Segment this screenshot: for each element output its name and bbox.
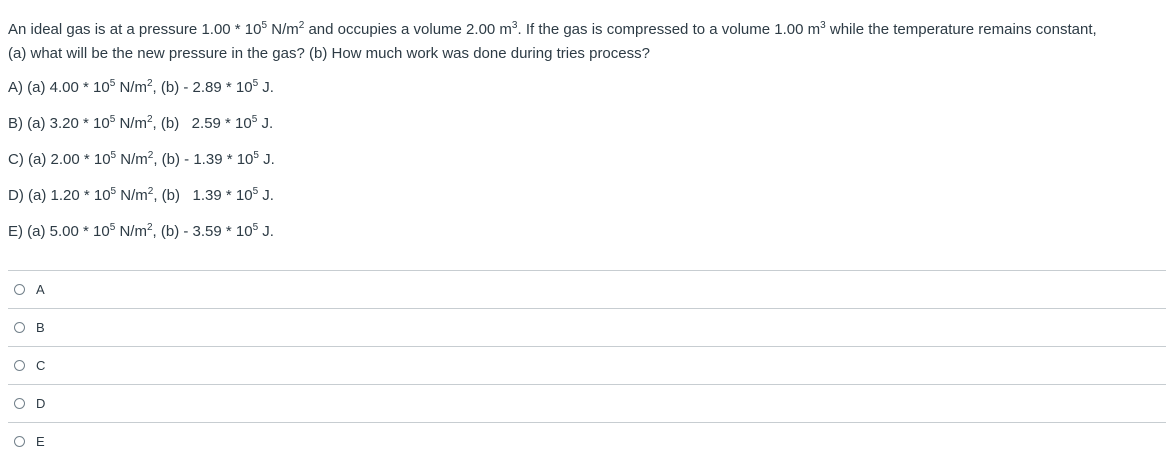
choice-exponent: 2 xyxy=(146,222,153,233)
choice-line-c xyxy=(8,148,1168,184)
answer-option-e[interactable] xyxy=(8,422,1166,460)
choice-exponent: 5 xyxy=(252,186,259,197)
radio-button-icon[interactable] xyxy=(14,360,25,371)
choice-exponent: 5 xyxy=(252,78,259,89)
question-text xyxy=(8,18,1168,66)
choice-line-a xyxy=(8,76,1168,112)
choice-mid: , (b) 1.39 * 10 xyxy=(153,187,253,204)
choice-exponent: 5 xyxy=(109,114,116,125)
choice-prefix: B) (a) 3.20 * 10 xyxy=(8,115,110,132)
choice-suffix: J. xyxy=(258,223,274,240)
choice-mid: , (b) - 3.59 * 10 xyxy=(152,223,253,240)
answer-label: D xyxy=(36,396,46,411)
choice-exponent: 5 xyxy=(251,114,258,125)
radio-button-icon[interactable] xyxy=(14,436,25,447)
radio-button-icon[interactable] xyxy=(14,284,25,295)
choice-exponent: 5 xyxy=(109,78,116,89)
question-text-part: while the temperature remains constant, xyxy=(825,21,1097,38)
question-text-part: and occupies a volume 2.00 m xyxy=(304,21,512,38)
choice-suffix: J. xyxy=(258,187,274,204)
answer-option-c[interactable] xyxy=(8,346,1166,384)
choice-exponent: 5 xyxy=(109,222,116,233)
choice-mid: , (b) - 1.39 * 10 xyxy=(153,151,254,168)
choice-prefix: A) (a) 4.00 * 10 xyxy=(8,79,110,96)
question-text-line2: (a) what will be the new pressure in the gas? (b) How much work was done during tries process? xyxy=(8,45,650,62)
choice-mid: N/m xyxy=(116,151,148,168)
question-exponent: 2 xyxy=(298,20,305,31)
choice-exponent: 2 xyxy=(147,150,154,161)
choice-suffix: J. xyxy=(258,151,275,168)
radio-button-icon[interactable] xyxy=(14,398,25,409)
answer-label: A xyxy=(36,282,45,297)
choice-exponent: 2 xyxy=(146,78,153,89)
radio-button-icon[interactable] xyxy=(14,322,25,333)
choice-mid: , (b) 2.59 * 10 xyxy=(152,115,252,132)
choice-exponent: 2 xyxy=(146,114,153,125)
choice-exponent: 2 xyxy=(147,186,154,197)
answer-list xyxy=(8,270,1166,460)
question-exponent: 3 xyxy=(511,20,518,31)
choice-exponent: 5 xyxy=(110,150,117,161)
choice-line-e xyxy=(8,220,1168,256)
question-text-part: An ideal gas is at a pressure 1.00 * 10 xyxy=(8,21,262,38)
answer-label: E xyxy=(36,434,45,449)
question-exponent: 5 xyxy=(261,20,268,31)
choice-exponent: 5 xyxy=(253,150,259,161)
choice-suffix: J. xyxy=(257,115,274,132)
choice-mid: N/m xyxy=(116,187,148,204)
answer-option-d[interactable] xyxy=(8,384,1166,422)
choice-prefix: E) (a) 5.00 * 10 xyxy=(8,223,110,240)
choice-mid: N/m xyxy=(115,115,147,132)
choice-mid: N/m xyxy=(115,223,147,240)
answer-label: C xyxy=(36,358,46,373)
answer-option-a[interactable] xyxy=(8,270,1166,308)
question-text-part: . If the gas is compressed to a volume 1.00 m xyxy=(517,21,821,38)
choice-mid: , (b) - 2.89 * 10 xyxy=(152,79,253,96)
answer-label: B xyxy=(36,320,45,335)
choice-line-b xyxy=(8,112,1168,148)
choice-exponent: 5 xyxy=(110,186,117,197)
question-text-part: N/m xyxy=(267,21,299,38)
answer-option-b[interactable] xyxy=(8,308,1166,346)
choice-suffix: J. xyxy=(258,79,274,96)
question-exponent: 3 xyxy=(820,20,826,31)
choice-prefix: C) (a) 2.00 * 10 xyxy=(8,151,111,168)
choice-prefix: D) (a) 1.20 * 10 xyxy=(8,187,111,204)
choice-exponent: 5 xyxy=(252,222,259,233)
choice-mid: N/m xyxy=(115,79,147,96)
question-block xyxy=(8,18,1168,256)
choice-line-d xyxy=(8,184,1168,220)
